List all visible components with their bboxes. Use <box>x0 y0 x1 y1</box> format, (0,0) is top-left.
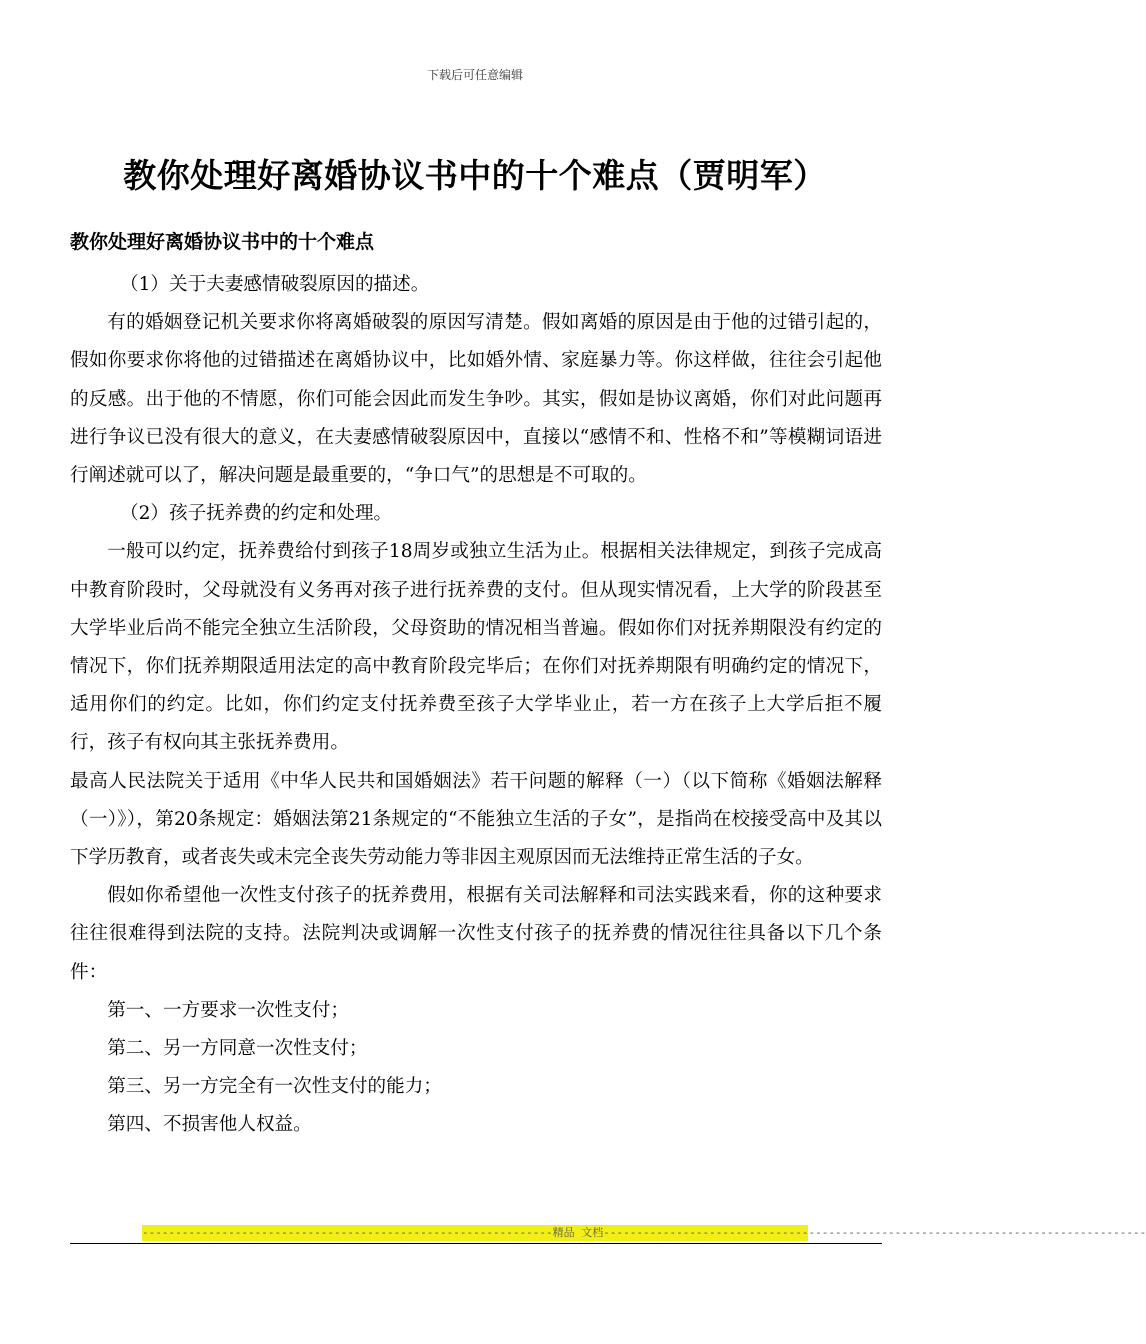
list-item: 第四、不损害他人权益。 <box>107 1114 312 1136</box>
document-title: 教你处理好离婚协议书中的十个难点（贾明军） <box>123 156 827 195</box>
document-subtitle: 教你处理好离婚协议书中的十个难点 <box>70 231 375 253</box>
paragraph: 最高人民法院关于适用《中华人民共和国婚姻法》若干问题的解释（一）（以下简称《婚姻法解释（一）》），第20条规定：婚姻法第21条规定的“不能独立生活的子女”，是指尚在校接受高中及其以下学历教育，或者丧失或未完全丧失劳动能力等非因主观原因而无法维持正常生活的子女。 <box>70 770 882 869</box>
paragraph: 假如你希望他一次性支付孩子的抚养费用，根据有关司法解释和司法实践来看，你的这种要求往往很难得到法院的支持。法院判决或调解一次性支付孩子的抚养费的情况往往具备以下几个条件： <box>70 885 882 983</box>
document-body <box>70 266 882 1145</box>
footer-divider <box>70 1243 882 1244</box>
list-item: 第三、另一方完全有一次性支付的能力； <box>107 1076 442 1098</box>
header-note: 下载后可任意编辑 <box>426 68 523 82</box>
paragraph: 有的婚姻登记机关要求你将离婚破裂的原因写清楚。假如离婚的原因是由于他的过错引起的，假如你要求你将他的过错描述在离婚协议中，比如婚外情、家庭暴力等。你这样做，往往会引起他的反感。出于他的不情愿，你们可能会因此而发生争吵。其实，假如是协议离婚，你们对此问题再进行争议已没有很大的意义，在夫妻感情破裂原因中，直接以“感情不和、性格不和”等模糊词语进行阐述就可以了，解决问题是最重要的，“争口气”的思想是不可取的。 <box>70 312 882 487</box>
list-item: 第二、另一方同意一次性支付； <box>107 1038 368 1060</box>
section-heading-1: （1）关于夫妻感情破裂原因的描述。 <box>120 274 430 295</box>
section-heading-2: （2）孩子抚养费的约定和处理。 <box>120 503 393 525</box>
paragraph: 一般可以约定，抚养费给付到孩子18周岁或独立生活为止。根据相关法律规定，到孩子完成高中教育阶段时，父母就没有义务再对孩子进行抚养费的支付。但从现实情况看，上大学的阶段甚至大学毕业后尚不能完全独立生活阶段，父母资助的情况相当普遍。假如你们对抚养期限没有约定的情况下，你们抚养期限适用法定的高中教育阶段完毕后；在你们对抚养期限有明确约定的情况下，适用你们的约定。比如，你们约定支付抚养费至孩子大学毕业止，若一方在孩子上大学后拒不履行，孩子有权向其主张抚养费用。 <box>70 541 882 754</box>
footer-watermark: --------------------------------------------------------------精品 文档---------------------------------------------------------------------------------- <box>142 1226 1146 1239</box>
list-item: 第一、一方要求一次性支付； <box>107 999 349 1021</box>
